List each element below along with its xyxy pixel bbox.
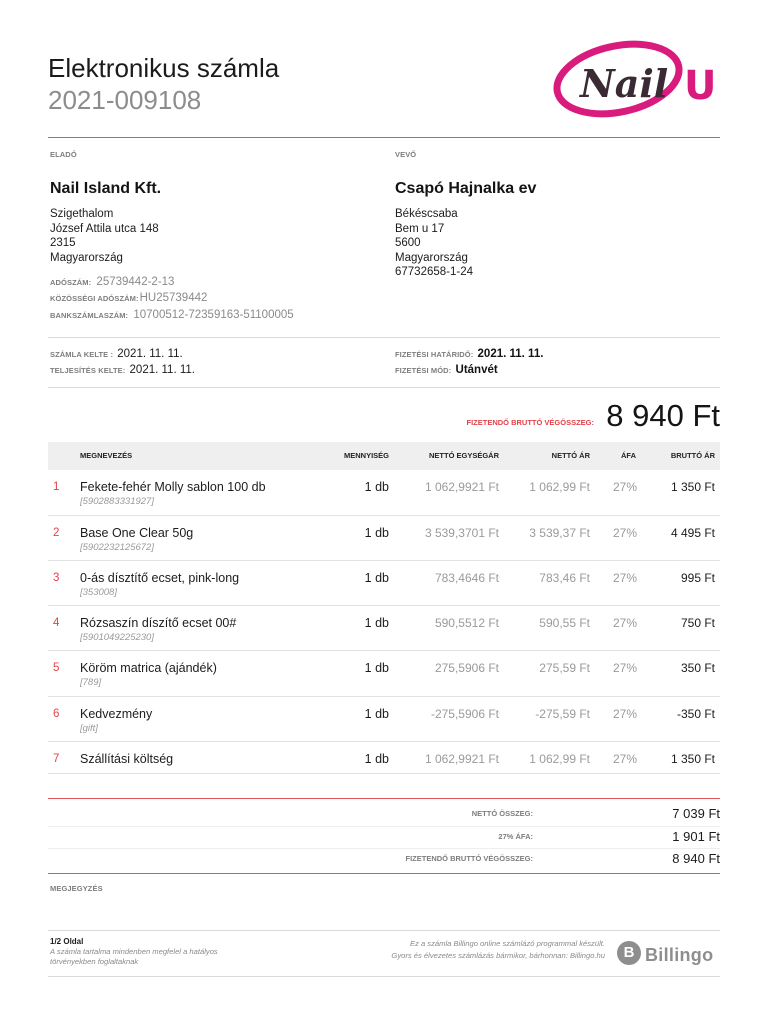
item-quantity: 1 db [364,480,389,494]
gross-total-value: 8 940 Ft [672,851,720,866]
eu-tax-id-value: HU25739442 [139,292,208,304]
item-sku: [353008] [80,587,117,598]
item-quantity: 1 db [364,752,389,766]
net-total-label: NETTÓ ÖSSZEG: [471,809,533,818]
eu-tax-id-label: KÖZÖSSÉGI ADÓSZÁM: [50,294,139,303]
item-sku: [5901049225230] [80,632,154,643]
item-name: Rózsaszín díszítő ecset 00# [80,616,237,630]
seller-city: Szigethalom [50,208,114,220]
buyer-city: Békéscsaba [395,208,458,220]
header-divider [48,137,720,138]
item-unit-net-price: 3 539,3701 Ft [424,526,499,540]
item-vat-rate: 27% [613,752,638,766]
billingo-logo-text: Billingo [645,945,714,965]
summary-top-divider [48,798,720,799]
seller-address [50,207,159,265]
item-sku: [gift] [80,723,98,734]
buyer-country: Magyarország [395,251,468,264]
item-vat-rate: 27% [613,526,638,540]
item-gross-price: 1 350 Ft [670,752,715,766]
seller-tax-id [50,275,174,289]
item-unit-net-price: 590,5512 Ft [434,616,499,630]
page-indicator: 1/2 Oldal [50,937,84,946]
due-date-line [395,347,543,361]
seller-name: Nail Island Kft. [50,180,162,197]
buyer-tax-number: 67732658-1-24 [395,266,474,279]
item-net-price: 1 062,99 Ft [529,480,590,494]
buyer-street: Bem u 17 [395,222,445,235]
buyer-address [395,207,473,280]
gross-total-label: FIZETENDŐ BRUTTÓ VÉGÖSSZEG: [405,854,533,863]
row-number: 3 [53,572,60,584]
summary-row-divider [48,826,720,827]
item-net-price: 783,46 Ft [539,571,590,585]
item-net-price: 3 539,37 Ft [529,526,590,540]
seller-country: Magyarország [50,251,123,264]
item-quantity: 1 db [364,526,389,540]
total-due-label: FIZETENDŐ BRUTTÓ VÉGÖSSZEG: [466,418,594,427]
item-name: Fekete-fehér Molly sablon 100 db [80,480,266,494]
item-gross-price: 4 495 Ft [670,526,715,540]
item-vat-rate: 27% [613,661,638,675]
fulfillment-date-label: TELJESÍTÉS KELTE: [50,366,126,375]
due-date-label: FIZETÉSI HATÁRIDŐ: [395,350,474,359]
item-gross-price: 995 Ft [680,571,715,585]
item-gross-price: 750 Ft [680,616,715,630]
item-sku: [5902232125672] [80,542,154,553]
item-quantity: 1 db [364,707,389,721]
item-name: Szállítási költség [80,752,174,766]
seller-zip: 2315 [50,237,76,250]
row-number: 7 [53,753,60,765]
item-net-price: 1 062,99 Ft [529,752,590,766]
summary-bottom-divider [48,873,720,874]
item-name: Kedvezmény [80,707,153,721]
seller-eu-tax-id [50,291,207,305]
vat-total-value: 1 901 Ft [672,829,720,844]
document-title: Elektronikus számla [48,53,280,83]
table-header [48,442,720,470]
credit-line-1: Ez a számla Billingo online számlázó programmal készült. [410,939,605,948]
item-name: Base One Clear 50g [80,526,194,540]
issue-date-value: 2021. 11. 11. [117,348,183,360]
header-net-price: NETTÓ ÁR [551,451,590,460]
item-vat-rate: 27% [613,480,638,494]
row-number: 4 [53,617,60,629]
invoice-number: 2021-009108 [48,85,202,115]
payment-method-value: Utánvét [455,364,498,376]
item-unit-net-price: 783,4646 Ft [434,571,499,585]
item-vat-rate: 27% [613,707,638,721]
legal-note-line-2: törvényekben foglaltaknak [50,957,139,966]
table-row [48,561,720,606]
header-vat: ÁFA [621,451,636,460]
fulfillment-date-value: 2021. 11. 11. [129,364,195,376]
seller-label: ELADÓ [50,150,77,159]
header-unit-net-price: NETTÓ EGYSÉGÁR [428,451,499,460]
footer-bottom-divider [48,976,720,977]
buyer-label: VEVŐ [395,150,417,159]
item-quantity: 1 db [364,661,389,675]
summary-row-divider [48,848,720,849]
item-name: Köröm matrica (ajándék) [80,661,217,675]
tax-id-label: ADÓSZÁM: [50,278,92,287]
logo-text: Nail [580,61,669,106]
payment-method-label: FIZETÉSI MÓD: [395,366,452,375]
table-row [48,606,720,651]
table-row [48,470,720,516]
item-name: 0-ás dísztítő ecset, pink-long [80,571,240,585]
item-quantity: 1 db [364,571,389,585]
vat-total-label: 27% ÁFA: [498,832,533,841]
nailu-logo [552,37,724,123]
footer-top-divider [48,930,720,931]
due-date-value: 2021. 11. 11. [477,348,544,360]
row-number: 5 [53,662,60,674]
seller-bank-account [50,308,294,322]
tax-id-value: 25739442-2-13 [96,276,175,288]
net-total-value: 7 039 Ft [672,806,720,821]
item-unit-net-price: 1 062,9921 Ft [424,752,499,766]
issue-date-label: SZÁMLA KELTE : [50,350,114,359]
notes-label: MEGJEGYZÉS [50,884,103,893]
table-row [48,742,720,774]
item-unit-net-price: 275,5906 Ft [434,661,499,675]
header-gross-price: BRUTTÓ ÁR [670,451,715,460]
total-due-value: 8 940 Ft [606,398,720,433]
item-gross-price: 1 350 Ft [670,480,715,494]
item-net-price: 590,55 Ft [539,616,590,630]
buyer-zip: 5600 [395,237,421,250]
table-row [48,651,720,697]
row-number: 1 [53,481,60,493]
issue-date-line [50,347,183,361]
header-quantity: MENNYISÉG [343,451,389,460]
item-vat-rate: 27% [613,571,638,585]
item-sku: [789] [80,677,102,688]
item-unit-net-price: -275,5906 Ft [430,707,499,721]
item-unit-net-price: 1 062,9921 Ft [424,480,499,494]
logo-accent-letter: U [684,63,717,109]
bank-account-value: 10700512-72359163-51100005 [133,309,294,321]
item-sku: [5902883331927] [80,496,154,507]
seller-street: József Attila utca 148 [50,222,159,235]
bank-account-label: BANKSZÁMLASZÁM: [50,311,129,320]
item-net-price: -275,59 Ft [535,707,590,721]
credit-line-2: Gyors és élvezetes számlázás bármikor, bárhonnan: Billingo.hu [391,951,605,960]
item-quantity: 1 db [364,616,389,630]
item-gross-price: -350 Ft [676,707,715,721]
buyer-name: Csapó Hajnalka ev [395,180,537,197]
row-number: 2 [53,527,60,539]
billingo-logo-icon: B [617,941,641,965]
header-name: MEGNEVEZÉS [80,451,133,460]
item-net-price: 275,59 Ft [539,661,590,675]
table-row [48,516,720,561]
fulfillment-date-line [50,363,195,377]
item-vat-rate: 27% [613,616,638,630]
payment-method-line [395,363,498,377]
item-gross-price: 350 Ft [680,661,715,675]
section-divider [48,337,720,338]
table-row [48,697,720,742]
row-number: 6 [53,708,60,720]
legal-note-line-1: A számla tartalma mindenben megfelel a hatályos [50,947,218,956]
section-divider [48,387,720,388]
